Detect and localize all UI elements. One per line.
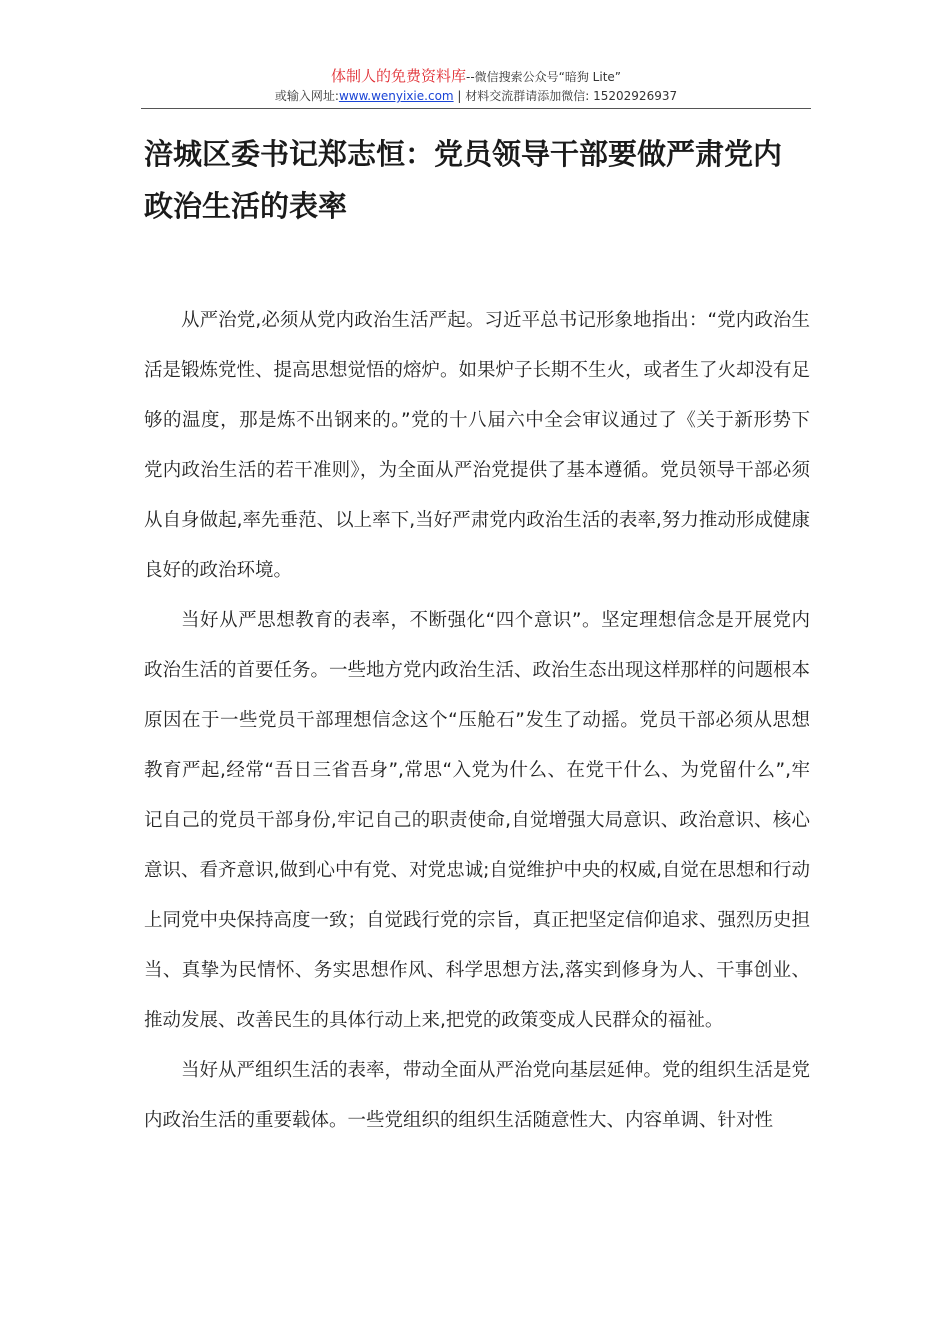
page-header — [141, 66, 811, 105]
header-contact-line — [141, 87, 811, 105]
article-paragraph-2: 当好从严思想教育的表率，不断强化“四个意识”。坚定理想信念是开展党内政治生活的首要任务。一些地方党内政治生活、政治生态出现这样那样的问题根本原因在于一些党员干部理想信念这个“压舱石”发生了动摇。党员干部必须从思想教育严起,经常“吾日三省吾身”,常思“入党为什么、在党干什么、为党留什么”,牢记自己的党员干部身份,牢记自己的职责使命,自觉增强大局意识、政治意识、核心意识、看齐意识,做到心中有党、对党忠诚;自觉维护中央的权威,自觉在思想和行动上同党中央保持高度一致；自觉践行党的宗旨，真正把坚定信仰追求、强烈历史担当、真挚为民情怀、务实思想作风、科学思想方法,落实到修身为人、干事创业、推动发展、改善民生的具体行动上来,把党的政策变成人民群众的福祉。 — [144, 610, 811, 1031]
header-url-prefix: 或输入网址: — [274, 89, 339, 103]
article-title: 涪城区委书记郑志恒：党员领导干部要做严肃党内政治生活的表率 — [144, 137, 783, 223]
header-contact: | 材料交流群请添加微信: 15202926937 — [453, 89, 678, 103]
article-body — [144, 296, 810, 1146]
header-divider — [141, 108, 811, 109]
article-paragraph-3: 当好从严组织生活的表率，带动全面从严治党向基层延伸。党的组织生活是党内政治生活的重要载体。一些党组织的组织生活随意性大、内容单调、针对性 — [144, 1060, 811, 1131]
header-brand: 体制人的免费资料库 — [330, 67, 466, 85]
header-site-link[interactable]: www.wenyixie.com — [338, 89, 454, 103]
article-paragraph-1: 从严治党,必须从党内政治生活严起。习近平总书记形象地指出：“党内政治生活是锻炼党性、提高思想觉悟的熔炉。如果炉子长期不生火，或者生了火却没有足够的温度，那是炼不出钢来的。”党的十八届六中全会审议通过了《关于新形势下党内政治生活的若干准则》，为全面从严治党提供了基本遵循。党员领导干部必须从自身做起,率先垂范、以上率下,当好严肃党内政治生活的表率,努力推动形成健康良好的政治环境。 — [144, 310, 811, 581]
header-tagline: --微信搜索公众号“暗狗 Lite” — [465, 70, 622, 84]
header-banner — [141, 66, 811, 87]
